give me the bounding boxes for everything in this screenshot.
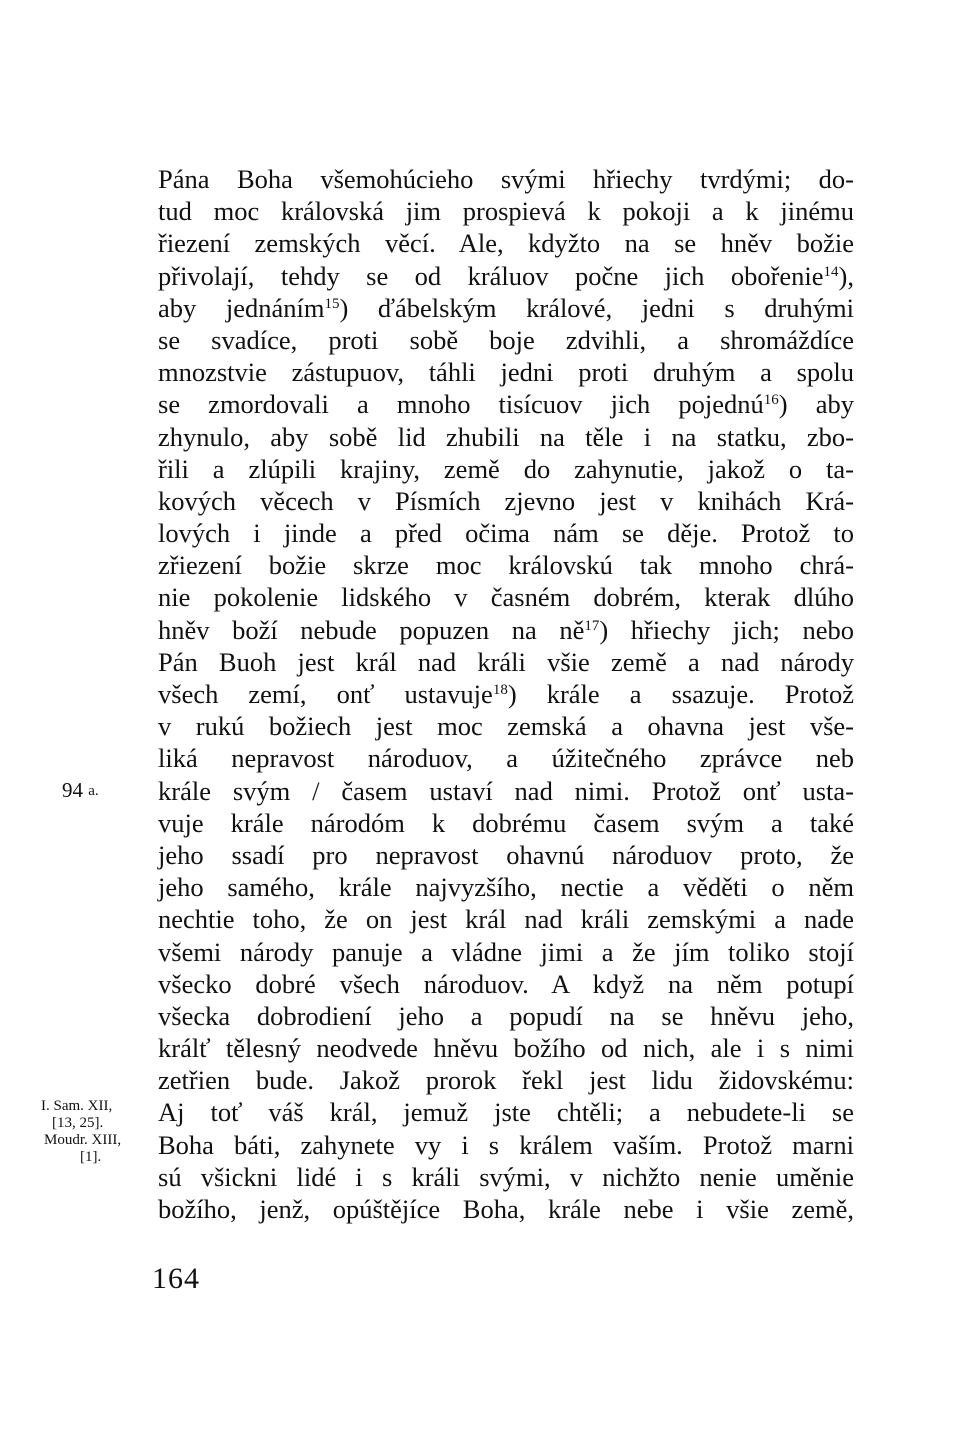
text-line: vuje krále národóm k dobrému časem svým a také <box>158 807 854 838</box>
text-line: tud moc královská jim prospievá k pokoji a k jinému <box>158 196 854 227</box>
text-line: všech zemí, onť ustavuje$^{18}$) krále a ssazuje. Protož <box>158 679 854 709</box>
text-line: nechtie toho, že on jest král nad králi zemskými a nade <box>158 904 854 935</box>
text-line: lových i jinde a před očima nám se děje. Protož to <box>158 518 854 549</box>
text-line: Aj toť váš král, jemuž jste chtěli; a nebudete-li se <box>158 1097 854 1128</box>
text-line: Pán Buoh jest král nad králi všie země a nad národy <box>158 646 854 677</box>
text-line: mnozstvie zástupuov, táhli jedni proti druhým a spolu <box>158 357 854 388</box>
body-text <box>158 163 854 1225</box>
margin-references <box>41 1098 121 1166</box>
text-line: se zmordovali a mnoho tisícuov jich pojednú$^{16}$) aby <box>158 389 854 420</box>
text-line: přivolají, tehdy se od králuov počne jich obořenie$^{14}$), <box>158 260 854 291</box>
footnote-marker: 14 <box>823 263 839 280</box>
text-line: zhynulo, aby sobě lid zhubili na těle i na statku, zbo- <box>158 421 854 452</box>
text-line: Boha báti, zahynete vy i s králem vaším. Protož marni <box>158 1129 854 1160</box>
text-line: aby jednáním$^{15}$) ďábelským králové, jedni s druhými <box>158 292 854 323</box>
folio-number: 94 <box>62 778 83 802</box>
text-line: sú všickni lidé i s králi svými, v nichžto nenie uměnie <box>158 1161 854 1192</box>
text-line: se svadíce, proti sobě boje zdvihli, a shromáždíce <box>158 324 854 355</box>
text-line: nie pokolenie lidského v časném dobrém, kterak dlúho <box>158 582 854 613</box>
text-line: jeho ssadí pro nepravost ohavnú národuov proto, že <box>158 839 854 870</box>
text-line: řili a zlúpili krajiny, země do zahynutie, jakož o ta- <box>158 453 854 484</box>
text-line: všecka dobrodiení jeho a popudí na se hněvu jeho, <box>158 1000 854 1031</box>
text-line: kových věcech v Písmích zjevno jest v knihách Krá- <box>158 485 854 516</box>
text-line: všemi národy panuje a vládne jimi a že jím toliko stojí <box>158 936 854 967</box>
footnote-marker: 17 <box>584 617 600 634</box>
text-line: zřiezení božie skrze moc královskú tak mnoho chrá- <box>158 550 854 581</box>
page-number: 164 <box>152 1262 200 1295</box>
text-line: v rukú božiech jest moc zemská a ohavna jest vše- <box>158 711 854 742</box>
text-line: zetřien bude. Jakož prorok řekl jest lidu židovskému: <box>158 1065 854 1096</box>
margin-reference: I. Sam. XII, <box>41 1098 113 1114</box>
folio-marker <box>62 778 99 802</box>
text-line: králť tělesný neodvede hněvu božího od nich, ale i s nimi <box>158 1033 854 1064</box>
text-line: jeho samého, krále najvyzšího, nectie a věděti o něm <box>158 872 854 903</box>
text-line: božího, jenž, opúštějíce Boha, krále nebe i všie země, <box>158 1194 854 1224</box>
text-line: Pána Boha všemohúcieho svými hřiechy tvrdými; do- <box>158 164 854 194</box>
footnote-marker: 18 <box>492 682 508 698</box>
margin-reference: [1]. <box>80 1149 102 1165</box>
folio-suffix: a. <box>88 783 99 799</box>
footnote-marker: 16 <box>763 392 779 409</box>
text-line: liká nepravost národuov, a úžitečného zprávce neb <box>158 743 854 774</box>
text-line: krále svým / časem ustaví nad nimi. Protož onť usta- <box>158 775 854 806</box>
text-line: hněv boží nebude popuzen na $ně^{17}$) hřiechy jich; nebo <box>158 614 854 645</box>
margin-reference: Moudr. XIII, <box>44 1132 122 1148</box>
margin-reference: [13, 25]. <box>52 1115 104 1131</box>
text-line: všecko dobré všech národuov. A když na něm potupí <box>158 968 854 999</box>
footnote-marker: 15 <box>324 295 340 312</box>
text-line: řiezení zemských věcí. Ale, kdyžto na se hněv božie <box>158 228 854 259</box>
